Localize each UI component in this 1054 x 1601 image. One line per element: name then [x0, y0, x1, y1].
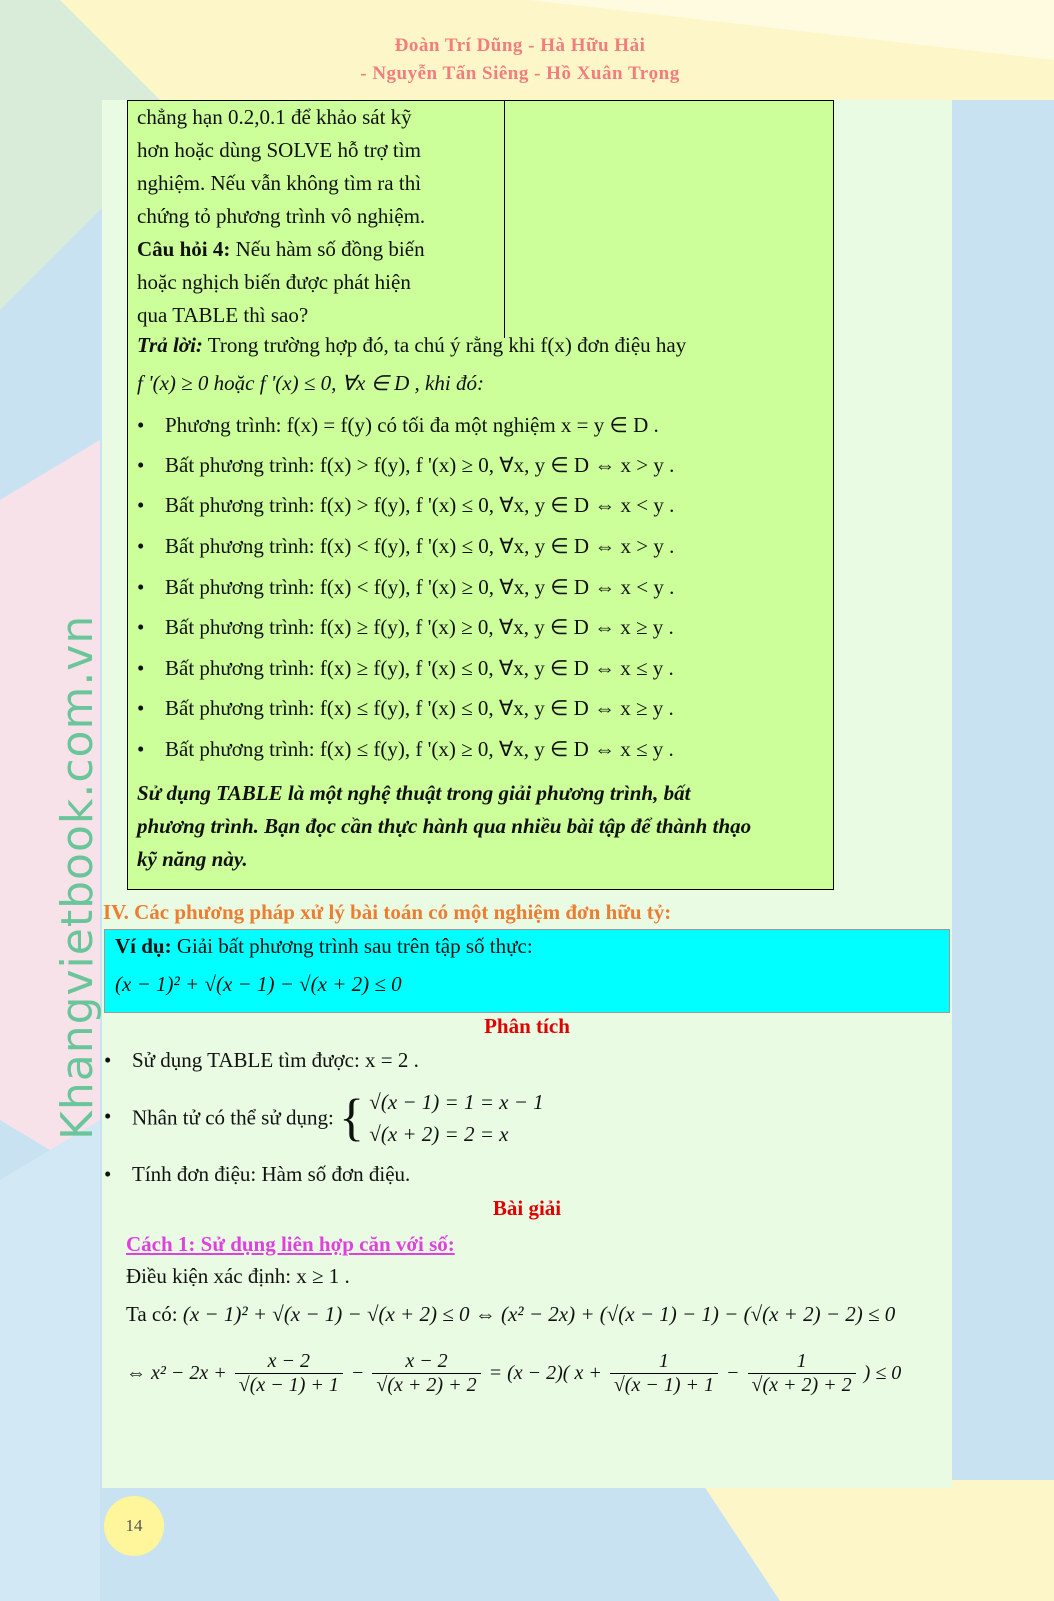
derivation-line: Ta có: (x − 1)² + √(x − 1) − √(x + 2) ≤ 0 ⇔ (x² − 2x) + (√(x − 1) − 1) − (√(x + 2) − 2) ≤ 0: [126, 1302, 896, 1326]
example-prompt: Ví dụ: Giải bất phương trình sau trên tập số thực:: [115, 934, 533, 958]
fraction: $\frac{x - 2}{√(x + 2) + 2}$: [372, 1350, 480, 1397]
example-formula: (x − 1)² + √(x − 1) − √(x + 2) ≤ 0: [115, 972, 402, 996]
tip-box: [127, 100, 834, 890]
question-4: Câu hỏi 4: Nếu hàm số đồng biến: [137, 237, 425, 261]
section-heading: IV. Các phương pháp xử lý bài toán có một nghiệm đơn hữu tỷ:: [103, 900, 672, 924]
fraction: $\frac{x - 2}{√(x - 1) + 1}$: [235, 1350, 343, 1397]
fraction: $\frac{1}{√(x + 2) + 2}$: [748, 1350, 856, 1397]
list-item: • Bất phương trình: f(x) ≥ f(y), f '(x) ≤ 0, ∀x, y ∈ D ⇔ x ≤ y .: [137, 656, 674, 680]
analysis-item: • Nhân tử có thể sử dụng: { √(x − 1) = 1 = x − 1 √(x + 2) = 2 = x: [104, 1086, 544, 1148]
derivation-fraction-line: ⇔ x² − 2x + $\frac{x - 2}{√(x - 1) + 1}$ − $\frac{x - 2}{√(x + 2) + 2}$ = (x − 2)( x + $\frac{1}{√(x - 1) + 1}$ − $\frac{1}{√(x + 2) + 2}$ ) ≤ 0: [126, 1350, 902, 1396]
header-authors-line2: - Nguyễn Tấn Siêng - Hồ Xuân Trọng: [360, 63, 680, 84]
analysis-item: • Sử dụng TABLE tìm được: x = 2 .: [104, 1048, 419, 1072]
list-item: • Bất phương trình: f(x) ≥ f(y), f '(x) ≥ 0, ∀x, y ∈ D ⇔ x ≥ y .: [137, 615, 674, 639]
list-item: • Phương trình: f(x) = f(y) có tối đa một nghiệm x = y ∈ D .: [137, 413, 659, 437]
page-number: 14: [104, 1496, 164, 1556]
tip-line: nghiệm. Nếu vẫn không tìm ra thì: [137, 171, 422, 195]
list-item: • Bất phương trình: f(x) > f(y), f '(x) ≤ 0, ∀x, y ∈ D ⇔ x < y .: [137, 493, 675, 517]
tip-line: qua TABLE thì sao?: [137, 303, 309, 327]
tip-line: hoặc nghịch biến được phát hiện: [137, 270, 411, 294]
tip-line: chứng tỏ phương trình vô nghiệm.: [137, 204, 426, 228]
example-box: [104, 929, 950, 1013]
example-label: Ví dụ:: [115, 934, 172, 958]
answer-label: Trả lời:: [137, 333, 203, 357]
tip-line: chẳng hạn 0.2,0.1 để khảo sát kỹ: [137, 105, 412, 129]
list-item: • Bất phương trình: f(x) < f(y), f '(x) ≤ 0, ∀x, y ∈ D ⇔ x > y .: [137, 534, 675, 558]
question-4-label: Câu hỏi 4:: [137, 237, 231, 261]
list-item: • Bất phương trình: f(x) ≤ f(y), f '(x) ≥ 0, ∀x, y ∈ D ⇔ x ≤ y .: [137, 737, 674, 761]
answer-line: Trả lời: Trong trường hợp đó, ta chú ý rằng khi f(x) đơn điệu hay: [137, 333, 687, 357]
solution-heading: Bài giải: [492, 1196, 562, 1220]
fraction: $\frac{1}{√(x - 1) + 1}$: [610, 1350, 718, 1397]
analysis-item: • Tính đơn điệu: Hàm số đơn điệu.: [104, 1162, 411, 1186]
closing-note: Sử dụng TABLE là một nghệ thuật trong giải phương trình, bất phương trình. Bạn đọc cần thực hành qua nhiều bài tập để thành thạo kỹ năng này.: [137, 781, 752, 871]
system-brace: {: [339, 1089, 365, 1147]
header-authors-line1: Đoàn Trí Dũng - Hà Hữu Hải: [394, 35, 646, 56]
analysis-heading: Phân tích: [484, 1014, 570, 1038]
tip-line: hơn hoặc dùng SOLVE hỗ trợ tìm: [137, 138, 421, 162]
list-item: • Bất phương trình: f(x) ≤ f(y), f '(x) ≤ 0, ∀x, y ∈ D ⇔ x ≥ y .: [137, 696, 674, 720]
domain-condition: Điều kiện xác định: x ≥ 1 .: [126, 1264, 350, 1288]
column-divider: [504, 101, 505, 338]
list-item: • Bất phương trình: f(x) < f(y), f '(x) ≥ 0, ∀x, y ∈ D ⇔ x < y .: [137, 575, 675, 599]
page-header: [240, 32, 800, 88]
side-watermark: Khangvietbook.com.vn: [52, 614, 103, 1140]
list-item: • Bất phương trình: f(x) > f(y), f '(x) ≥ 0, ∀x, y ∈ D ⇔ x > y .: [137, 453, 675, 477]
method-1-link[interactable]: Cách 1: Sử dụng liên hợp căn với số:: [126, 1232, 455, 1256]
answer-condition: f '(x) ≥ 0 hoặc f '(x) ≤ 0, ∀x ∈ D , khi đó:: [137, 371, 484, 395]
tip-left-column: [137, 101, 489, 332]
system-equations: √(x − 1) = 1 = x − 1 √(x + 2) = 2 = x: [369, 1090, 544, 1146]
